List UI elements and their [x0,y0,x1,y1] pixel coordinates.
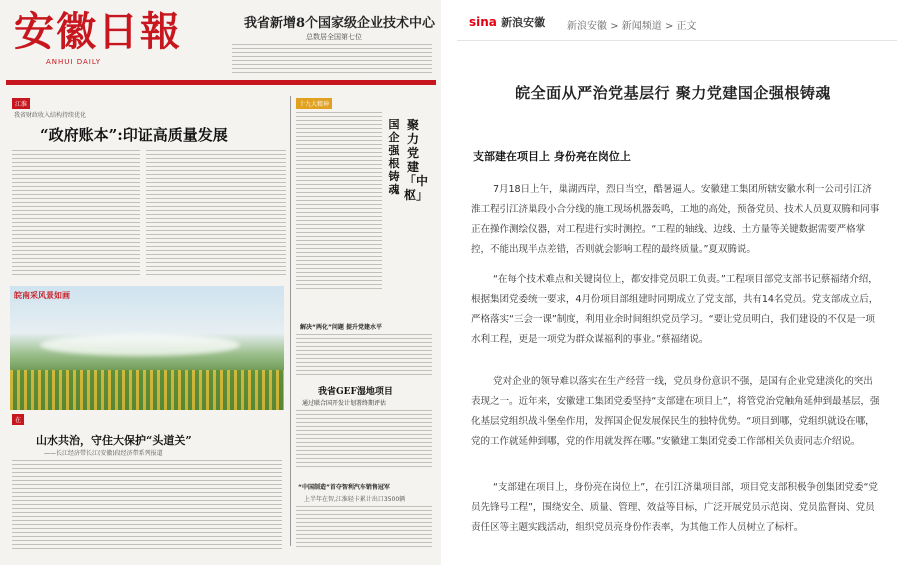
gef-headline: 我省GEF湿地项目 [318,387,393,397]
newspaper-masthead [6,4,436,78]
vertical-headline-main: 聚力党建「中枢」 [404,118,429,202]
column-rule [290,96,291,546]
breadcrumb [567,17,697,32]
masthead-rule [6,80,436,85]
side-body [296,112,382,292]
photo-caption: 皖南采风景如画 [14,291,70,300]
sina-logo-mark: sina [469,15,497,29]
article-subheading: 支部建在项目上 身份亮在岗位上 [473,150,631,163]
article-title: 皖全面从严治党基层行 聚力党建国企强根铸魂 [515,84,831,102]
article-paragraph-3: 党对企业的领导难以落实在生产经营一线，党员身份意识不强，是国有企业党建淡化的突出表现之一。近年来，安徽建工集团党委坚持“支部建在项目上”，将管党治党触角延伸到最基层，强化基层党组织战斗堡垒作用，发挥国企促发展保民生的独特优势。“项目到哪，党组织就设在哪，党的工作就延伸到哪，党的作用就发挥在哪。”安徽建工集团党委工作部相关负责同志介绍说。 [471,376,880,447]
breadcrumb-news-channel[interactable]: 新闻频道 [621,21,662,32]
web-article-page [441,0,905,565]
breadcrumb-separator: > [664,21,674,32]
bottom-body [12,460,282,550]
top-story-body [232,44,432,74]
masthead-latin: ANHUI DAILY [46,58,102,66]
bottom-item-headline: “中国制造”首夺智利汽车销售冠军 [298,484,390,491]
bottom-section-tag: 在 [12,414,24,425]
article-paragraph-1: 7月18日上午，巢湖西岸，烈日当空，酷暑逼人。安徽建工集团所辖安徽水利一公司引江济淮工程引江济巢段小合分线的施工现场机器轰鸣，工地的高处，预备党员、技术人员夏双腾和同事正在操作测绘仪器，对工程进行实时测控。“工程的轴线、边线、土方量等关键数据需要严格掌控，不能出现半点差错，否则就会影响工程的最终质量。”夏双腾说。 [471,184,880,255]
bottom-subhead: ——长江经济带长江(安徽)段经济带系列报道 [44,450,163,457]
bottom-headline: 山水共治，守住大保护“头道关” [36,434,192,447]
gef-subhead: 通过联合国开发计划署终期评估 [302,400,387,407]
lead-kicker: 我省财政收入结构持续优化 [14,112,87,119]
lead-headline: “政府账本”:印证高质量发展 [40,126,228,144]
top-subhead: 总数居全国第七位 [306,33,362,41]
sina-logo-text: 新浪安徽 [501,16,546,29]
side-section-tag: 十九大精神 [296,98,332,109]
landscape-photo [10,286,284,410]
lead-body-col1 [12,150,140,278]
article-paragraph-2: “在每个技术难点和关键岗位上，都安排党员职工负责。”工程项目部党支部书记蔡福绪介绍，根据集团党委统一要求，4月份项目部组建时同期成立了党支部，共有14名党员。党支部成立后，严格落实“三会一课”制度，利用业余时间组织党员学习。“要让党员明白，我们建设的不仅是一项水利工程，更是一项党为群众谋福利的事业。”蔡福绪说。 [471,274,879,345]
bottom-item-body [296,506,432,550]
article-paragraph-4: “支部建在项目上，身份亮在岗位上”，在引江济巢项目部，项目党支部积极争创集团党委“党员先锋号工程”，围绕安全、质量、管理、效益等目标，广泛开展党员示范岗、党员监督岗、党员责任区等主题实践活动，组织党员亮身份作表率，为其他工作人员树立了标杆。 [471,482,878,533]
sina-logo[interactable] [469,14,545,30]
top-headline: 我省新增8个国家级企业技术中心 [244,16,436,31]
site-header [457,10,897,41]
bottom-item-subhead: 上半年在智,江淮轻卡累计出口3500辆 [304,496,406,503]
lead-body-col2 [146,150,286,278]
section-tag: 江淮 [12,98,30,109]
newspaper-page [0,0,441,565]
masthead-title: 安徽日報 [14,8,182,55]
breadcrumb-separator: > [610,21,619,32]
breadcrumb-home[interactable]: 新浪安徽 [567,21,607,32]
vertical-headline-second: 国企强根铸魂 [388,118,400,196]
gef-body [296,410,432,470]
side-item-body [296,334,432,378]
breadcrumb-current: 正文 [676,21,697,32]
side-item-headline: 解决“两化”问题 提升党建水平 [300,324,382,331]
